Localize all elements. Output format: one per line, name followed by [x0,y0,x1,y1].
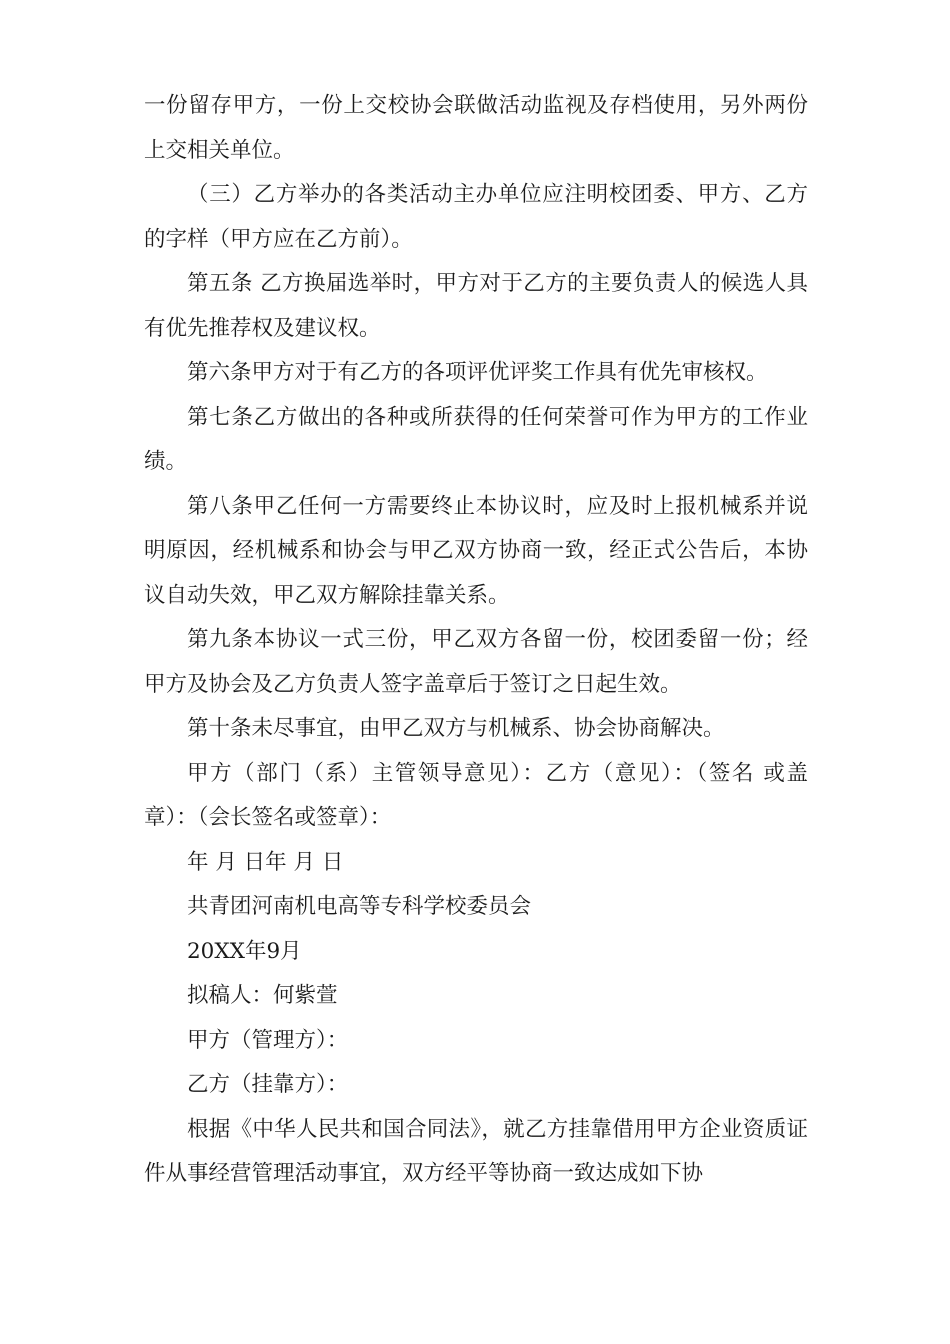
paragraph-continuation: 一份留存甲方，一份上交校协会联做活动监视及存档使用，另外两份上交相关单位。 [144,93,808,163]
date-lines: 年 月 日年 月 日 [187,849,344,875]
paragraph-article-5: 第五条 乙方换届选举时，甲方对于乙方的主要负责人的候选人具有优先推荐权及建议权。 [144,271,808,341]
organization-name: 共青团河南机电高等专科学校委员会 [187,894,532,919]
signature-lines: 甲方（部门（系）主管领导意见）：乙方（意见）：（签名 或盖章）：（会长签名或签章）： [144,760,808,830]
paragraph-preamble: 根据《中华人民共和国合同法》，就乙方挂靠借用甲方企业资质证件从事经营管理活动事宜，双方经平等协商一致达成如下协 [144,1116,808,1186]
paragraph-article-8: 第八条甲乙任何一方需要终止本协议时，应及时上报机械系并说明原因，经机械系和协会与甲乙双方协商一致，经正式公告后，本协议自动失效，甲乙双方解除挂靠关系。 [144,493,808,608]
document-body [144,84,808,1197]
drafter: 拟稿人：何紫萱 [187,983,338,1008]
paragraph-article-6: 第六条甲方对于有乙方的各项评优评奖工作具有优先审核权。 [187,360,768,385]
paragraph-clause-3: （三）乙方举办的各类活动主办单位应注明校团委、甲方、乙方的字样（甲方应在乙方前）。 [144,182,808,252]
party-b: 乙方（挂靠方）： [187,1072,349,1097]
paragraph-article-7: 第七条乙方做出的各种或所获得的任何荣誉可作为甲方的工作业绩。 [144,404,808,474]
paragraph-article-10: 第十条未尽事宜，由甲乙双方与机械系、协会协商解决。 [187,716,725,741]
issue-date: 20XX年9月 [187,938,302,964]
party-a: 甲方（管理方）： [187,1027,349,1053]
paragraph-article-9: 第九条本协议一式三份，甲乙双方各留一份，校团委留一份；经甲方及协会及乙方负责人签字盖章后于签订之日起生效。 [144,627,808,697]
